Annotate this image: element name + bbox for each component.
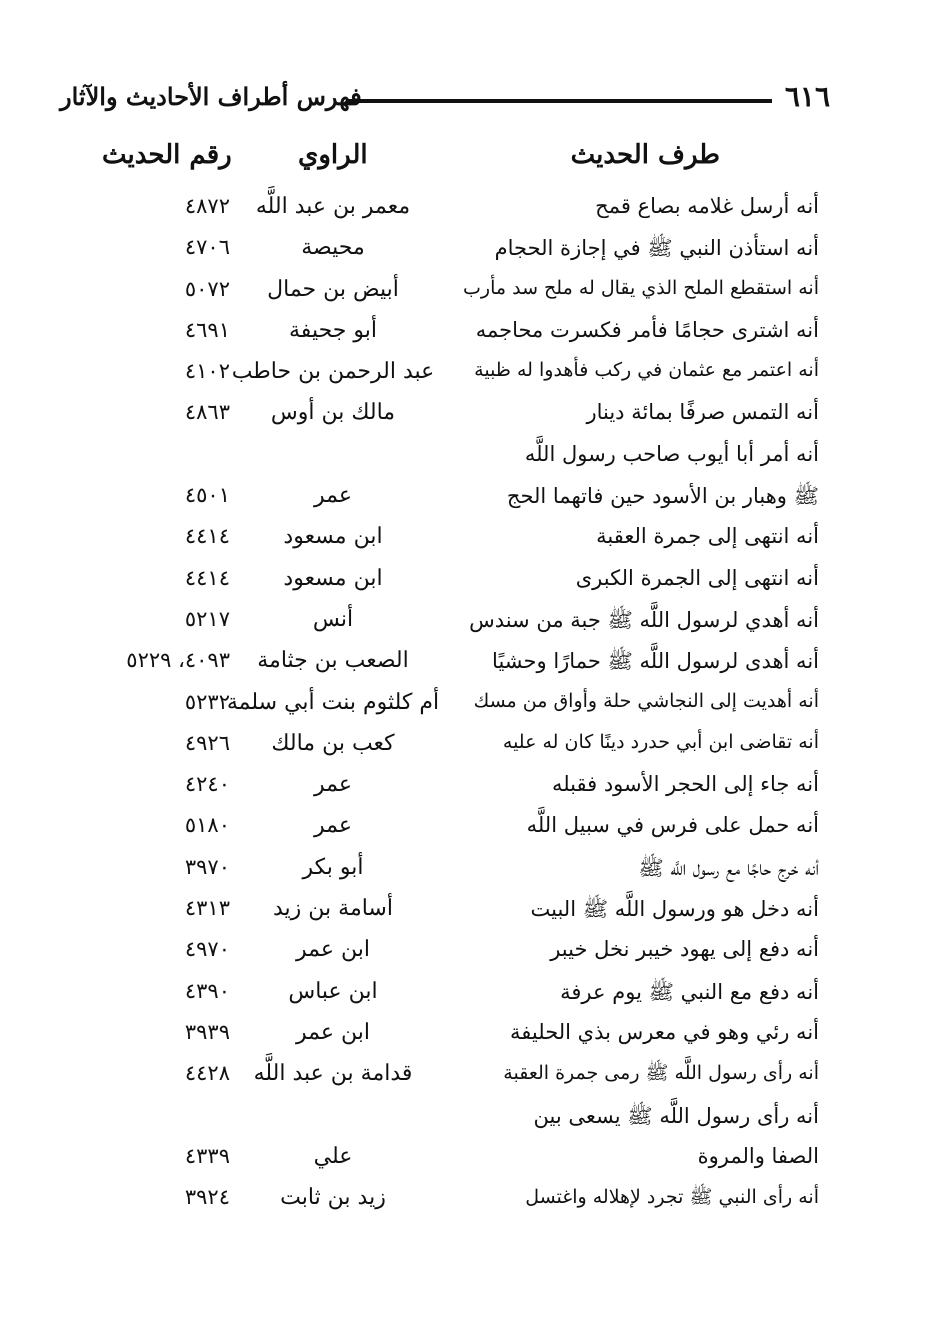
hadith-cell: أنه رأى رسول اللَّه ﷺ يسعى بين [533, 1103, 819, 1128]
hadith-cell: أنه التمس صرفًا بمائة دينار [586, 400, 819, 425]
hadith-cell: أنه أمر أبا أيوب صاحب رسول اللَّه [524, 441, 819, 466]
number-cell: ٥٠٧٢ [184, 276, 230, 301]
table-row [0, 312, 927, 353]
hadith-cell: أنه اشترى حجامًا فأمر فكسرت محاجمه [475, 317, 819, 342]
narrator-cell: أنس [312, 606, 354, 632]
hadith-cell: أنه دخل هو ورسول اللَّه ﷺ البيت [530, 897, 819, 922]
table-row [0, 725, 927, 766]
running-header [60, 78, 830, 122]
narrator-cell: ابن عمر [296, 937, 370, 963]
hadith-cell: أنه حمل على فرس في سبيل اللَّه [526, 813, 819, 838]
number-cell: ٤٩٧٠ [184, 937, 230, 962]
column-heading-hadith: طرف الحديث [570, 140, 720, 170]
column-headings [60, 140, 830, 180]
number-cell: ٤٩٢٦ [184, 730, 230, 755]
number-cell: ٥٢١٧ [184, 606, 230, 631]
number-cell: ٣٩٣٩ [184, 1019, 230, 1044]
narrator-cell: ابن مسعود [283, 565, 383, 591]
table-row [0, 849, 927, 890]
hadith-cell: أنه تقاضى ابن أبي حدرد دينًا كان له عليه [502, 730, 819, 753]
hadith-cell: أنه استقطع الملح الذي يقال له ملح سد مأرب [463, 276, 819, 299]
table-row [0, 1138, 927, 1179]
number-cell: ٤٣٩٠ [184, 978, 230, 1003]
hadith-cell: أنه انتهى إلى الجمرة الكبرى [575, 565, 819, 590]
hadith-cell: أنه انتهى إلى جمرة العقبة [596, 524, 819, 549]
number-cell: ٤٠٩٣، ٥٢٢٩ [126, 648, 230, 673]
table-row [0, 188, 927, 229]
column-heading-narrator: الراوي [298, 140, 368, 170]
running-title: فهرس أطراف الأحاديث والآثار [60, 82, 362, 111]
table-row [0, 1097, 927, 1138]
column-heading-number: رقم الحديث [102, 140, 232, 170]
table-row [0, 931, 927, 972]
narrator-cell: أبيض بن حمال [267, 276, 399, 302]
hadith-cell: أنه أهديت إلى النجاشي حلة وأواق من مسك [473, 689, 819, 712]
number-cell: ٤٥٠١ [184, 483, 230, 508]
number-cell: ٥١٨٠ [184, 813, 230, 838]
table-row [0, 684, 927, 725]
table-row [0, 518, 927, 559]
hadith-cell: أنه استأذن النبي ﷺ في إجازة الحجام [494, 236, 819, 261]
hadith-cell: أنه دفع إلى يهود خيبر نخل خيبر [550, 937, 819, 962]
number-cell: ٣٩٢٤ [184, 1185, 230, 1210]
hadith-cell: ﷺ وهبار بن الأسود حين فاتهما الحج [506, 484, 819, 509]
hadith-cell: أنه رأى النبي ﷺ تجرد لإهلاله واغتسل [525, 1186, 819, 1209]
number-cell: ٤٢٤٠ [184, 772, 230, 797]
table-row [0, 229, 927, 270]
table-row [0, 601, 927, 642]
hadith-cell: أنه أهدى لرسول اللَّه ﷺ حمارًا وحشيًا [492, 649, 819, 674]
narrator-cell: ابن عمر [296, 1019, 370, 1045]
table-row [0, 1055, 927, 1096]
index-table [0, 188, 927, 1220]
page-number: ٦١٦ [784, 80, 830, 113]
table-row [0, 807, 927, 848]
table-row [0, 436, 927, 477]
table-row [0, 1179, 927, 1220]
narrator-cell: عمر [314, 813, 352, 839]
hadith-cell: الصفا والمروة [697, 1143, 819, 1168]
table-row [0, 394, 927, 435]
hadith-cell: أنه أرسل غلامه بصاع قمح [595, 194, 819, 218]
narrator-cell: أم كلثوم بنت أبي سلمة [226, 689, 440, 715]
narrator-cell: الصعب بن جثامة [257, 648, 409, 674]
number-cell: ٤١٠٢ [184, 359, 230, 384]
number-cell: ٥٢٣٢ [184, 689, 230, 714]
number-cell: ٤٦٩١ [184, 317, 230, 342]
narrator-cell: قدامة بن عبد اللَّه [253, 1061, 413, 1087]
narrator-cell: مالك بن أوس [270, 400, 396, 426]
header-rule [346, 99, 772, 103]
table-row [0, 890, 927, 931]
narrator-cell: عبد الرحمن بن حاطب [231, 359, 435, 385]
narrator-cell: عمر [314, 483, 352, 509]
number-cell: ٤٤٢٨ [184, 1061, 230, 1086]
number-cell: ٣٩٧٠ [184, 854, 230, 879]
narrator-cell: ابن عباس [288, 978, 378, 1004]
number-cell: ٤٨٦٣ [184, 400, 230, 425]
number-cell: ٤٣٣٩ [184, 1143, 230, 1168]
hadith-cell: أنه أهدي لرسول اللَّه ﷺ جبة من سندس [469, 607, 819, 632]
number-cell: ٤٨٧٢ [184, 194, 230, 218]
narrator-cell: عمر [314, 772, 352, 798]
narrator-cell: كعب بن مالك [271, 730, 395, 756]
narrator-cell: ابن مسعود [283, 524, 383, 550]
hadith-cell: أنه رئي وهو في معرس بذي الحليفة [510, 1019, 819, 1044]
table-row [0, 477, 927, 518]
narrator-cell: أسامة بن زيد [273, 896, 393, 922]
hadith-cell: أنه رأى رسول اللَّه ﷺ رمى جمرة العقبة [503, 1062, 819, 1085]
number-cell: ٤٤١٤ [184, 565, 230, 590]
table-row [0, 353, 927, 394]
hadith-cell: أنه اعتمر مع عثمان في ركب فأهدوا له ظبية [474, 359, 819, 382]
table-row [0, 1014, 927, 1055]
table-row [0, 271, 927, 312]
narrator-cell: معمر بن عبد اللَّه [255, 194, 411, 219]
table-row [0, 973, 927, 1014]
table-row [0, 766, 927, 807]
hadith-cell: أنه خرج حاجًا مع رسول اللَّه ﷺ [638, 855, 819, 880]
narrator-cell: أبو جحيفة [289, 317, 377, 343]
number-cell: ٤٣١٣ [184, 896, 230, 921]
narrator-cell: علي [313, 1143, 353, 1169]
table-row [0, 560, 927, 601]
table-row [0, 642, 927, 683]
narrator-cell: أبو بكر [302, 854, 364, 880]
number-cell: ٤٧٠٦ [184, 235, 230, 260]
number-cell: ٤٤١٤ [184, 524, 230, 549]
narrator-cell: زيد بن ثابت [280, 1185, 386, 1211]
hadith-cell: أنه دفع مع النبي ﷺ يوم عرفة [560, 979, 819, 1004]
narrator-cell: محيصة [301, 235, 365, 261]
hadith-cell: أنه جاء إلى الحجر الأسود فقبله [551, 772, 819, 797]
